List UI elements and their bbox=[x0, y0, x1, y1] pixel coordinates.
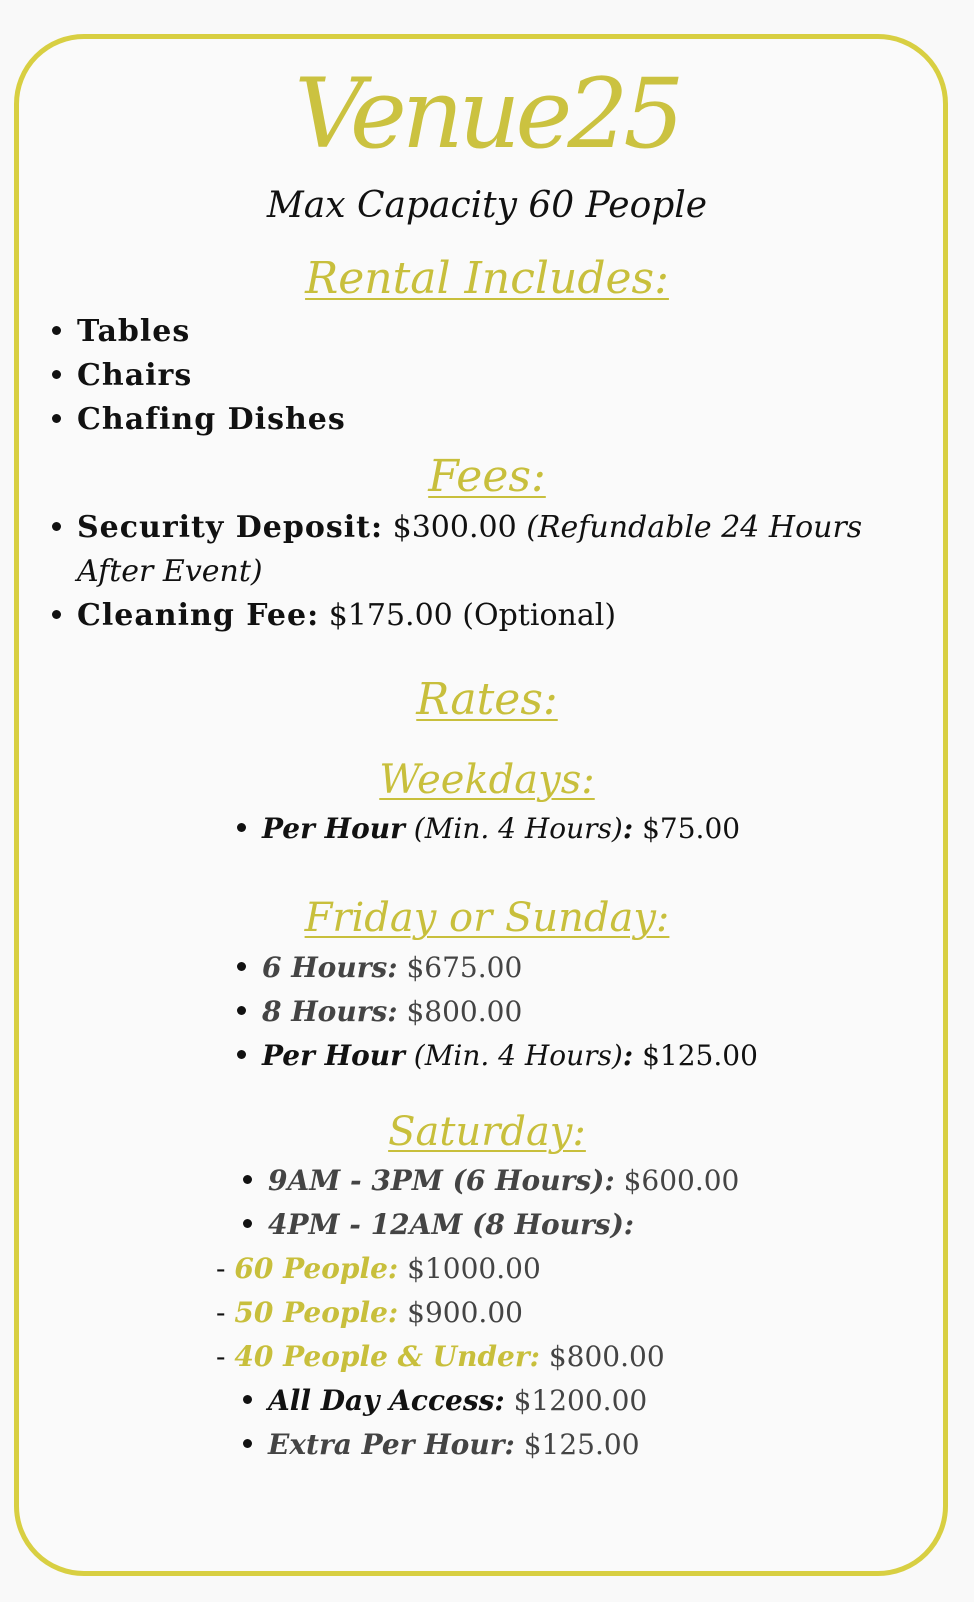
saturday-morning-item: 9AM - 3PM (6 Hours): $600.00 bbox=[243, 1167, 739, 1195]
security-deposit-item: Security Deposit: $300.00 (Refundable 24 Hours bbox=[52, 513, 862, 543]
bullet-icon bbox=[237, 962, 246, 971]
bullet-icon bbox=[52, 610, 61, 619]
bullet-icon bbox=[237, 1006, 246, 1015]
include-item: Chafing Dishes bbox=[52, 405, 346, 435]
saturday-heading: Saturday: bbox=[388, 1109, 586, 1155]
security-deposit-note: After Event) bbox=[77, 554, 263, 589]
bullet-icon bbox=[243, 1395, 252, 1404]
weekdays-heading: Weekdays: bbox=[379, 757, 595, 803]
saturday-extra-hour-item: Extra Per Hour: $125.00 bbox=[243, 1431, 640, 1459]
rates-heading: Rates: bbox=[416, 674, 558, 725]
saturday-50-people-item: - 50 People: $900.00 bbox=[216, 1296, 523, 1329]
bullet-icon bbox=[243, 1219, 252, 1228]
include-item: Chairs bbox=[52, 361, 192, 391]
fri-sun-heading: Friday or Sunday: bbox=[304, 895, 670, 941]
cleaning-fee-item: Cleaning Fee: $175.00 (Optional) bbox=[52, 601, 616, 631]
saturday-40-people-item: - 40 People & Under: $800.00 bbox=[216, 1340, 665, 1373]
capacity-subtitle: Max Capacity 60 People bbox=[266, 185, 708, 226]
fri-sun-eight-hours-item: 8 Hours: $800.00 bbox=[237, 998, 522, 1026]
bullet-icon bbox=[237, 823, 246, 832]
bullet-icon bbox=[52, 326, 61, 335]
saturday-evening-item: 4PM - 12AM (8 Hours): bbox=[243, 1211, 634, 1239]
fri-sun-per-hour-item: Per Hour (Min. 4 Hours): $125.00 bbox=[237, 1042, 758, 1070]
saturday-all-day-item: All Day Access: $1200.00 bbox=[243, 1387, 647, 1415]
fees-heading: Fees: bbox=[428, 451, 546, 502]
venue-title: Venue25 bbox=[294, 58, 680, 170]
bullet-icon bbox=[52, 522, 61, 531]
saturday-60-people-item: - 60 People: $1000.00 bbox=[216, 1252, 541, 1285]
include-item: Tables bbox=[52, 317, 190, 347]
fri-sun-six-hours-item: 6 Hours: $675.00 bbox=[237, 954, 522, 982]
bullet-icon bbox=[243, 1439, 252, 1448]
bullet-icon bbox=[243, 1175, 252, 1184]
weekday-per-hour-item: Per Hour (Min. 4 Hours): $75.00 bbox=[237, 815, 740, 843]
rental-includes-heading: Rental Includes: bbox=[305, 253, 669, 304]
bullet-icon bbox=[52, 370, 61, 379]
bullet-icon bbox=[52, 414, 61, 423]
bullet-icon bbox=[237, 1050, 246, 1059]
